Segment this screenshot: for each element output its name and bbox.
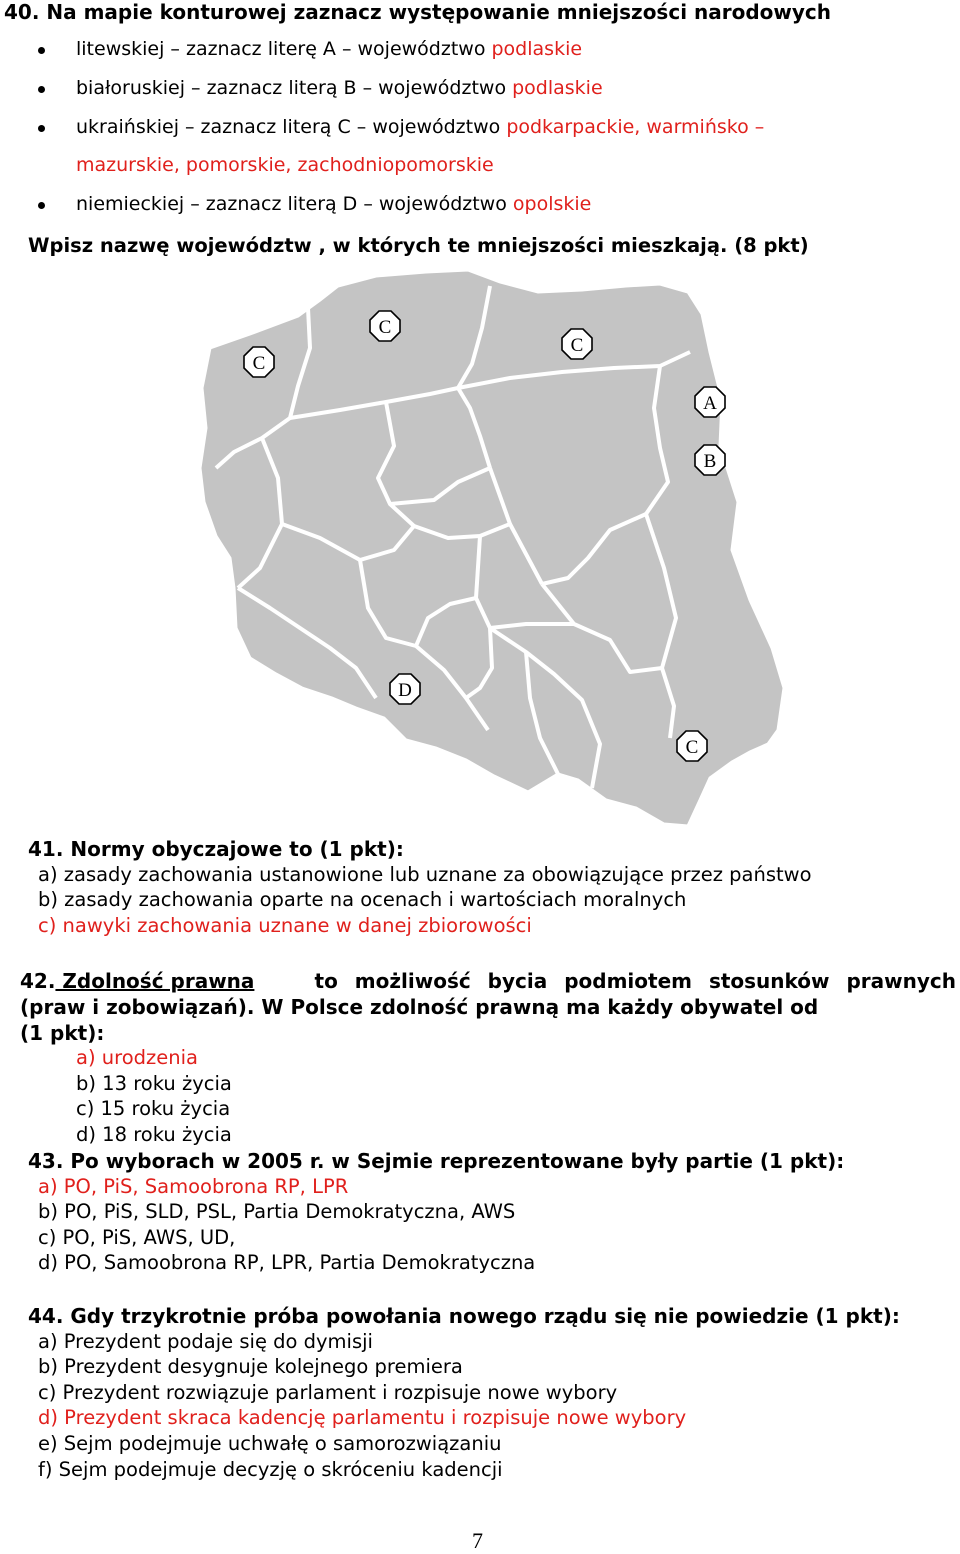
q40-title: 40. Na mapie konturowej zaznacz występowanie mniejszości narodowych: [4, 0, 832, 24]
q40-item-3: [76, 116, 764, 138]
q42-answer-c: c) 15 roku życia: [76, 1097, 231, 1120]
q40-item-2: [76, 77, 603, 99]
marker-label: A: [703, 393, 717, 414]
q40-item-4-answer: opolskie: [512, 193, 592, 215]
q40-item-1-answer: podlaskie: [491, 38, 583, 60]
bullet-dot: [38, 47, 45, 54]
q44-answer-f: f) Sejm podejmuje decyzję o skróceniu kadencji: [38, 1458, 503, 1481]
q41-answer-c: c) nawyki zachowania uznane w danej zbiorowości: [38, 914, 532, 937]
marker-label: C: [685, 737, 699, 758]
q43-title: 43. Po wyborach w 2005 r. w Sejmie reprezentowane były partie (1 pkt):: [28, 1149, 845, 1173]
q40-item-2-answer: podlaskie: [512, 77, 603, 99]
q40-item-2-text: białoruskiej – zaznacz literą B – województwo: [76, 77, 513, 99]
q44-answer-b: b) Prezydent desygnuje kolejnego premiera: [38, 1355, 463, 1378]
marker-label: C: [378, 317, 392, 338]
q41-title: 41. Normy obyczajowe to (1 pkt):: [28, 837, 404, 861]
q43-answer-c: c) PO, PiS, AWS, UD,: [38, 1226, 236, 1249]
q42-line-1-rest: to możliwość bycia podmiotem stosunków prawnych: [314, 969, 956, 993]
q42-answer-a: a) urodzenia: [76, 1046, 198, 1069]
marker-b-podlaskie: [695, 445, 725, 475]
q42-term: Zdolność prawna: [55, 969, 255, 993]
q40-item-1-text: litewskiej – zaznacz literę A – województwo: [76, 38, 492, 60]
marker-c-podkarpackie: [677, 731, 707, 761]
marker-c-pomorskie: [370, 311, 400, 341]
bullet-dot: [38, 86, 45, 93]
marker-label: C: [570, 335, 584, 356]
q42-answer-d: d) 18 roku życia: [76, 1123, 232, 1146]
q42-line-1: [20, 969, 956, 993]
marker-c-warminsko-mazurskie: [562, 329, 592, 359]
q42-number-and-term: 42. Zdolność prawna: [20, 969, 255, 993]
q42-line-3: (1 pkt):: [20, 1021, 105, 1045]
q43-answer-b: b) PO, PiS, SLD, PSL, Partia Demokratyczna, AWS: [38, 1200, 516, 1223]
q42-answer-b: b) 13 roku życia: [76, 1072, 232, 1095]
q40-instruction: Wpisz nazwę województw , w których te mniejszości mieszkają. (8 pkt): [28, 234, 809, 257]
marker-c-zachodniopomorskie: [244, 347, 274, 377]
page-number: 7: [472, 1528, 483, 1553]
q40-item-4: [76, 193, 591, 215]
q44-answer-c: c) Prezydent rozwiązuje parlament i rozpisuje nowe wybory: [38, 1381, 618, 1404]
marker-label: B: [703, 451, 717, 472]
q41-answer-b: b) zasady zachowania oparte na ocenach i wartościach moralnych: [38, 888, 687, 911]
q44-title: 44. Gdy trzykrotnie próba powołania nowego rządu się nie powiedzie (1 pkt):: [28, 1304, 900, 1328]
marker-a-podlaskie: [695, 387, 725, 417]
q40-item-3-text: ukraińskiej – zaznacz literą C – województwo: [76, 116, 507, 138]
bullet-dot: [38, 202, 45, 209]
q42-line-2: (praw i zobowiązań). W Polsce zdolność prawną ma każdy obywatel od: [20, 995, 819, 1019]
poland-voivodeship-map: [190, 268, 790, 838]
q43-answer-a: a) PO, PiS, Samoobrona RP, LPR: [38, 1175, 349, 1198]
q43-answer-d: d) PO, Samoobrona RP, LPR, Partia Demokratyczna: [38, 1251, 536, 1274]
q44-answer-d: d) Prezydent skraca kadencję parlamentu i rozpisuje nowe wybory: [38, 1406, 687, 1429]
marker-label: C: [252, 353, 266, 374]
q40-item-3-answer: podkarpackie, warmińsko –: [506, 116, 765, 138]
q40-item-1: [76, 38, 582, 60]
q44-answer-a: a) Prezydent podaje się do dymisji: [38, 1330, 373, 1353]
q41-answer-a: a) zasady zachowania ustanowione lub uznane za obowiązujące przez państwo: [38, 863, 812, 886]
marker-label: D: [398, 680, 412, 701]
q44-answer-e: e) Sejm podejmuje uchwałę o samorozwiązaniu: [38, 1432, 502, 1455]
marker-d-opolskie: [390, 674, 420, 704]
q40-item-3-cont: mazurskie, pomorskie, zachodniopomorskie: [76, 154, 494, 176]
bullet-dot: [38, 125, 45, 132]
q40-item-4-text: niemieckiej – zaznacz literą D – województwo: [76, 193, 513, 215]
